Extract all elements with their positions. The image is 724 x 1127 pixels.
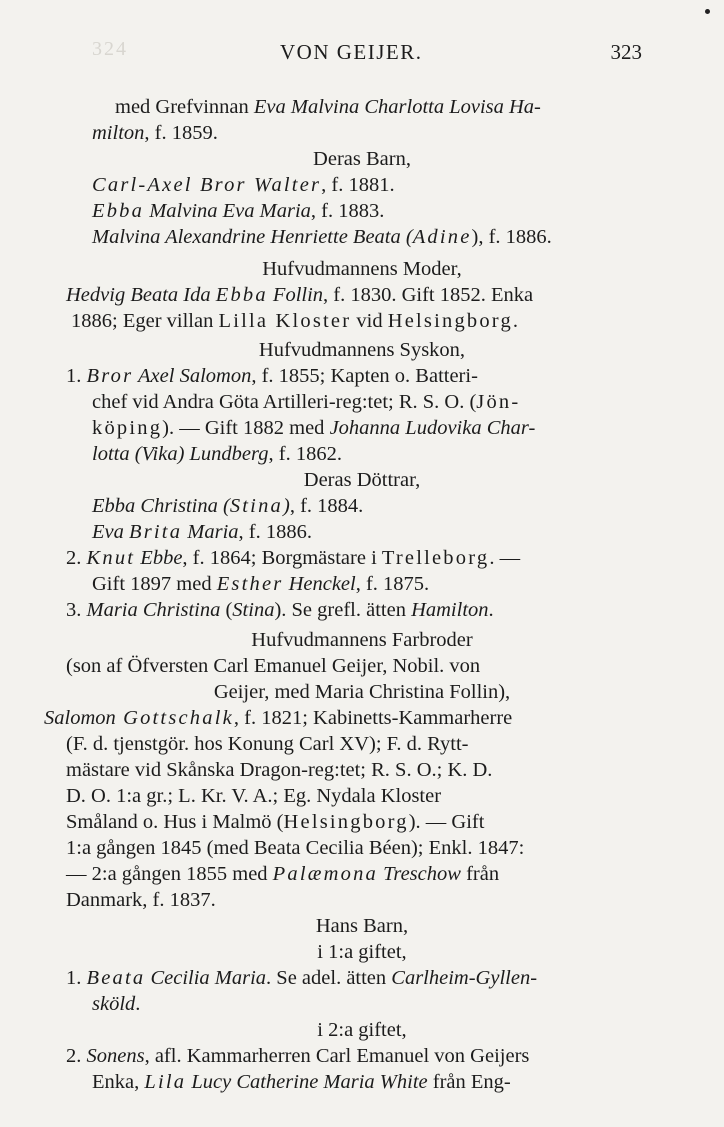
text-line: Salomon Gottschalk, f. 1821; Kabinetts-Kammarherre bbox=[44, 707, 513, 729]
text-line: 1. Bror Axel Salomon, f. 1855; Kapten o. Batteri- bbox=[66, 365, 478, 387]
text-line: (son af Öfversten Carl Emanuel Geijer, Nobil. von bbox=[66, 655, 481, 677]
text-line: milton, f. 1859. bbox=[92, 122, 218, 144]
text-line: sköld. bbox=[92, 993, 141, 1015]
section-heading: Deras Barn, bbox=[313, 148, 411, 170]
text-line: — 2:a gången 1855 med Palæmona Treschow från bbox=[66, 863, 500, 885]
section-heading: Hufvudmannens Syskon, bbox=[258, 339, 466, 361]
text-line: Ebba Malvina Eva Maria, f. 1883. bbox=[92, 200, 385, 222]
page-number: 323 bbox=[610, 40, 642, 64]
text-line: Danmark, f. 1837. bbox=[66, 889, 216, 911]
text-line: Enka, Lila Lucy Catherine Maria White från Eng- bbox=[92, 1071, 511, 1093]
text-line: Ebba Christina (Stina), f. 1884. bbox=[92, 495, 364, 517]
bleed-through-text: 324 bbox=[92, 38, 128, 60]
text-line: 2. Sonens, afl. Kammarherren Carl Emanuel von Geijers bbox=[66, 1045, 530, 1067]
text-line: Malvina Alexandrine Henriette Beata (Adine), f. 1886. bbox=[92, 226, 552, 248]
text-line: Geijer, med Maria Christina Follin), bbox=[213, 681, 511, 703]
ink-dot bbox=[705, 9, 710, 14]
text-line: Hedvig Beata Ida Ebba Follin, f. 1830. Gift 1852. Enka bbox=[66, 284, 534, 306]
text-line: Carl-Axel Bror Walter, f. 1881. bbox=[92, 174, 395, 196]
text-line: mästare vid Skånska Dragon-reg:tet; R. S. O.; K. D. bbox=[66, 759, 493, 781]
text-line: köping). — Gift 1882 med Johanna Ludovika Char- bbox=[92, 417, 536, 439]
text-line: 1:a gången 1845 (med Beata Cecilia Béen); Enkl. 1847: bbox=[66, 837, 525, 859]
text-line: Eva Brita Maria, f. 1886. bbox=[92, 521, 312, 543]
text-line: D. O. 1:a gr.; L. Kr. V. A.; Eg. Nydala Kloster bbox=[66, 785, 442, 807]
section-heading: Hufvudmannens Moder, bbox=[262, 258, 462, 280]
text-line: chef vid Andra Göta Artilleri-reg:tet; R. S. O. (Jön- bbox=[92, 391, 521, 413]
text-line: Småland o. Hus i Malmö (Helsingborg). — Gift bbox=[66, 811, 485, 833]
section-subheading: i 2:a giftet, bbox=[317, 1019, 407, 1041]
section-heading: Hans Barn, bbox=[315, 915, 409, 937]
text-line: med Grefvinnan Eva Malvina Charlotta Lovisa Ha- bbox=[115, 96, 541, 118]
running-header: VON GEIJER. bbox=[280, 40, 423, 64]
text-line: (F. d. tjenstgör. hos Konung Carl XV); F. d. Rytt- bbox=[66, 733, 469, 755]
text-line: 1886; Eger villan Lilla Kloster vid Helsingborg. bbox=[71, 310, 519, 332]
text-line: 1. Beata Cecilia Maria. Se adel. ätten Carlheim-Gyllen- bbox=[66, 967, 538, 989]
section-heading: Hufvudmannens Farbroder bbox=[251, 629, 473, 651]
section-subheading: i 1:a giftet, bbox=[317, 941, 407, 963]
text-line: lotta (Vika) Lundberg, f. 1862. bbox=[92, 443, 342, 465]
text-line: Gift 1897 med Esther Henckel, f. 1875. bbox=[92, 573, 430, 595]
text-line: 2. Knut Ebbe, f. 1864; Borgmästare i Trelleborg. — bbox=[66, 547, 521, 569]
section-heading: Deras Döttrar, bbox=[303, 469, 421, 491]
text-line: 3. Maria Christina (Stina). Se grefl. ätten Hamilton. bbox=[66, 599, 494, 621]
